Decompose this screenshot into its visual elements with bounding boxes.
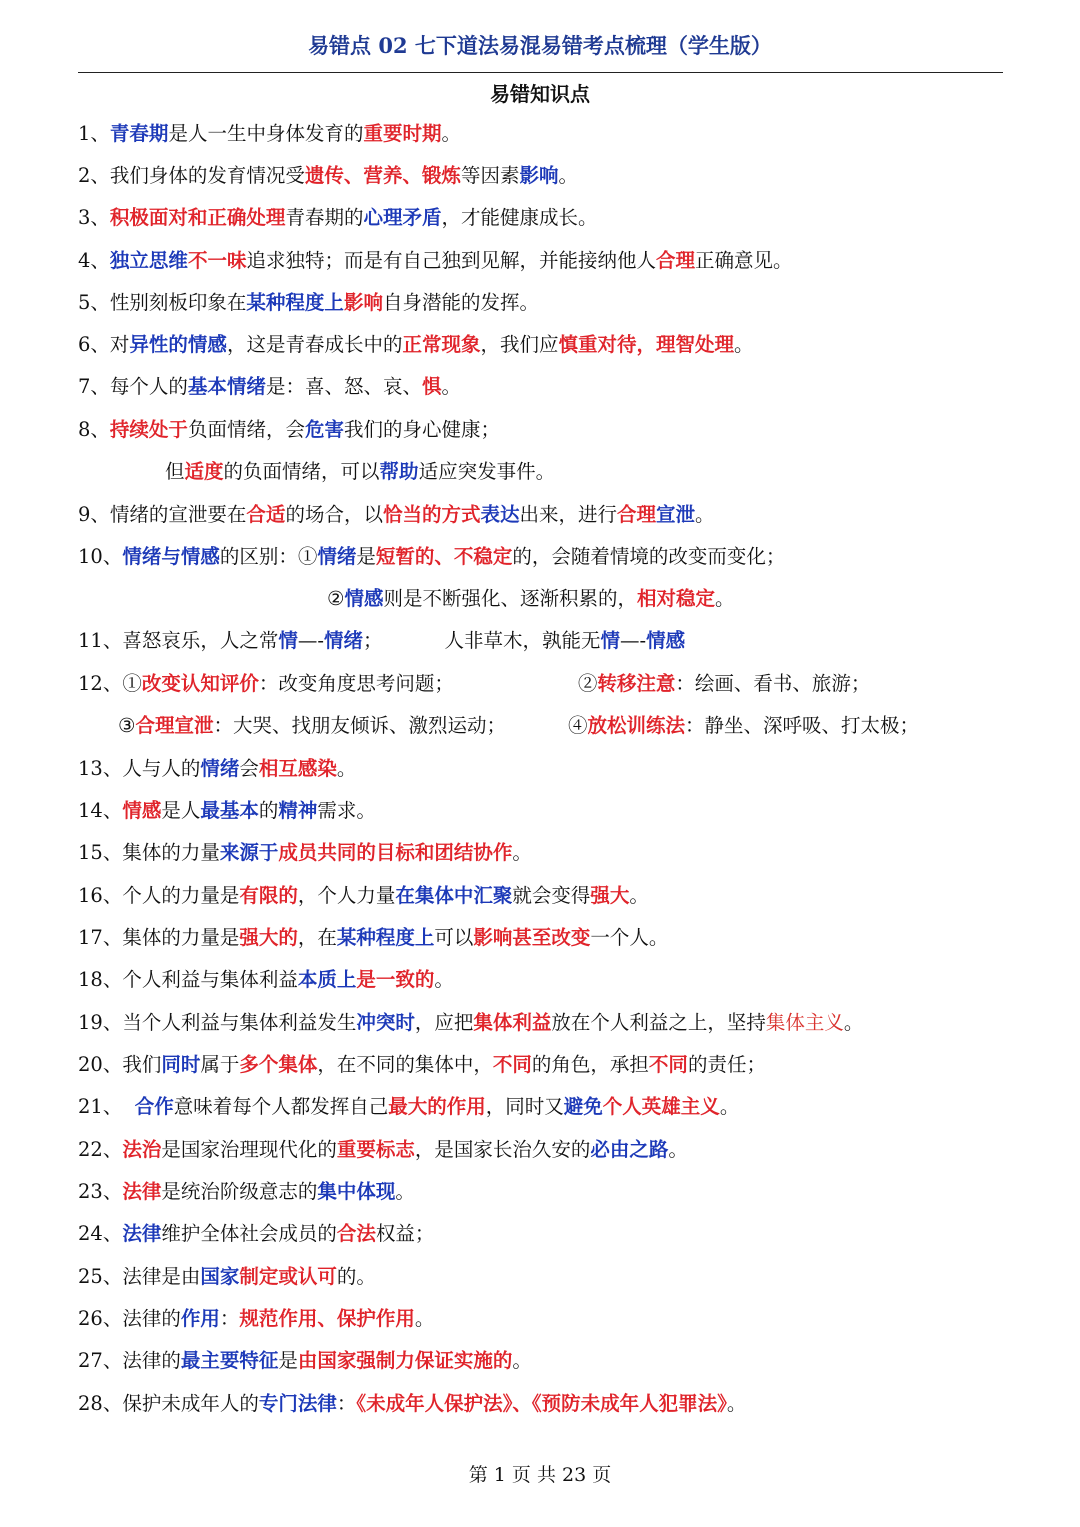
text-segment: 但 (165, 460, 185, 483)
highlight-segment: 恰当的方式 (382, 503, 481, 526)
highlight-segment: 相互感染 (258, 757, 337, 780)
text-segment: 。 (414, 1307, 435, 1330)
text-segment: 的，会随着情境的改变而变化； (512, 545, 786, 568)
highlight-segment: 某种程度上 (336, 926, 435, 949)
text-segment: 2、我们身体的发育情况受 (78, 164, 305, 187)
text-segment: 的责任； (687, 1053, 766, 1076)
highlight-segment: 改变认知评价 (141, 672, 259, 695)
highlight-segment: 冲突时 (356, 1011, 415, 1034)
text-segment: 的负面情绪，可以 (223, 460, 380, 483)
text-segment: ② (327, 587, 345, 610)
text-segment: 的。 (336, 1265, 376, 1288)
text-segment: 正确意见。 (694, 249, 793, 272)
item-17 (78, 924, 668, 952)
highlight-segment: 危害 (304, 418, 344, 441)
highlight-segment: 最基本 (200, 799, 259, 822)
highlight-segment: 合理 (655, 249, 695, 272)
item-27 (78, 1347, 532, 1375)
highlight-segment: 合理 (617, 503, 657, 526)
highlight-segment: 本质上 (297, 968, 357, 991)
item-14 (78, 797, 376, 825)
highlight-segment: 同时 (161, 1053, 201, 1076)
highlight-segment: 是一致的 (356, 968, 435, 991)
text-segment: ； 人非草木，孰能无 (362, 629, 601, 652)
highlight-segment: 情感 (122, 799, 162, 822)
text-segment: 是国家治理现代化的 (161, 1138, 337, 1161)
text-segment: ，应把 (414, 1011, 474, 1034)
text-segment: 。 (668, 1138, 688, 1161)
highlight-segment: 惧 (421, 375, 442, 398)
highlight-segment: 某种程度上 (246, 291, 344, 314)
highlight-segment: 适度 (184, 460, 224, 483)
highlight-segment: 强大的 (239, 926, 298, 949)
text-segment: 会 (239, 757, 259, 780)
text-segment: ，个人力量 (297, 884, 396, 907)
highlight-segment: 集体利益 (473, 1011, 552, 1034)
highlight-segment: 避免 (563, 1095, 603, 1118)
text-segment: 。 (843, 1011, 864, 1034)
highlight-segment: 合作 (134, 1095, 174, 1118)
text-segment: 则是不断强化、逐渐积累的， (383, 587, 638, 610)
text-segment: 25、法律是由 (78, 1265, 201, 1288)
item-9 (78, 501, 715, 529)
item-10 (78, 543, 785, 571)
item-1 (78, 120, 461, 148)
text-segment: 17、集体的力量是 (78, 926, 240, 949)
highlight-segment: 帮助 (379, 460, 419, 483)
text-segment: 自身潜能的发挥。 (382, 291, 539, 314)
highlight-segment: 情感 (646, 629, 686, 652)
text-segment: 8、 (78, 418, 110, 441)
highlight-segment: 法治 (122, 1138, 162, 1161)
text-segment: 一个人。 (590, 926, 669, 949)
highlight-segment: 国家 (200, 1265, 240, 1288)
highlight-segment: 重要时期 (363, 122, 442, 145)
highlight-segment: 不一味 (187, 249, 247, 272)
highlight-segment: 情绪 (200, 757, 240, 780)
item-10-cont (327, 585, 735, 613)
item-13 (78, 755, 356, 783)
text-segment: 21、 (78, 1095, 135, 1118)
item-7 (78, 373, 461, 401)
text-segment: ： (219, 1307, 240, 1330)
item-12-cont (118, 712, 919, 740)
text-segment: 的角色，承担 (531, 1053, 649, 1076)
highlight-segment: 情感 (344, 587, 384, 610)
text-segment: 权益； (375, 1222, 435, 1245)
text-segment: 19、当个人利益与集体利益发生 (78, 1011, 357, 1034)
highlight-segment: 法律 (122, 1180, 162, 1203)
highlight-segment: 由国家强制力保证实施的 (297, 1349, 513, 1372)
highlight-segment: 《未成年人保护法》、《预防未成年人犯罪法》 (356, 1392, 727, 1415)
highlight-segment: 合理宣泄 (135, 714, 214, 737)
highlight-segment: 多个集体 (239, 1053, 318, 1076)
text-segment: 是人 (161, 799, 201, 822)
text-segment: 。 (395, 1180, 415, 1203)
highlight-segment: 情 (278, 629, 298, 652)
highlight-segment: 在集体中汇聚 (395, 884, 513, 907)
text-segment: 24、 (78, 1222, 123, 1245)
highlight-segment: 重要标志 (336, 1138, 415, 1161)
text-segment: 。 (726, 1392, 747, 1415)
header-divider (78, 72, 1003, 73)
item-25 (78, 1263, 376, 1291)
item-12 (78, 670, 870, 698)
highlight-segment: 法律 (122, 1222, 162, 1245)
text-segment: 18、个人利益与集体利益 (78, 968, 298, 991)
text-segment: 6、对 (78, 333, 130, 356)
highlight-segment: 情 (600, 629, 620, 652)
highlight-segment: 必由之路 (590, 1138, 669, 1161)
text-segment: 11、喜怒哀乐，人之常 (78, 629, 279, 652)
highlight-segment: 宣泄 (656, 503, 696, 526)
text-segment: ③ (118, 714, 136, 737)
text-segment: 青春期的 (285, 206, 364, 229)
text-segment: ，在 (297, 926, 337, 949)
item-19 (78, 1009, 863, 1037)
text-segment: 5、性别刻板印象在 (78, 291, 247, 314)
item-18 (78, 966, 454, 994)
text-segment: 10、 (78, 545, 123, 568)
text-segment: 。 (558, 164, 578, 187)
highlight-segment: 积极面对和正确处理 (109, 206, 286, 229)
item-6 (78, 331, 754, 359)
text-segment: ，在不同的集体中， (317, 1053, 493, 1076)
highlight-segment: 影响 (519, 164, 559, 187)
highlight-segment: 转移注意 (597, 672, 676, 695)
text-segment: 的 (258, 799, 279, 822)
text-segment: ，才能健康成长。 (441, 206, 598, 229)
text-segment: 28、保护未成年人的 (78, 1392, 259, 1415)
text-segment: 维护全体社会成员的 (161, 1222, 337, 1245)
highlight-segment: 青春期 (109, 122, 169, 145)
text-segment: —- (297, 629, 324, 652)
item-8-cont (165, 458, 555, 486)
highlight-segment: 异性的情感 (129, 333, 227, 356)
text-segment: ，是国家长治久安的 (414, 1138, 591, 1161)
highlight-segment: 成员共同的目标和团结协作 (278, 841, 513, 864)
text-segment: 。 (734, 333, 754, 356)
text-segment: 属于 (200, 1053, 240, 1076)
text-segment: ： (336, 1392, 357, 1415)
page-footer: 第 1 页 共 23 页 (468, 1464, 612, 1486)
highlight-segment: 集中体现 (317, 1180, 396, 1203)
document-title: 易错点 02 七下道法易混易错考点梳理（学生版） (308, 33, 772, 58)
text-segment: ：大哭、找朋友倾诉、激烈运动； ④ (213, 714, 588, 737)
text-segment: 是统治阶级意志的 (161, 1180, 318, 1203)
highlight-segment: 个人英雄主义 (602, 1095, 720, 1118)
text-segment: 22、 (78, 1138, 123, 1161)
highlight-segment: 不同 (492, 1053, 532, 1076)
item-4 (78, 247, 793, 275)
highlight-segment: 制定或认可 (239, 1265, 337, 1288)
text-segment: 。 (441, 375, 461, 398)
text-segment: 是：喜、怒、哀、 (265, 375, 422, 398)
highlight-segment: 相对稳定 (637, 587, 716, 610)
highlight-segment: 情绪与情感 (122, 545, 220, 568)
highlight-segment: 遗传、营养、锻炼 (304, 164, 461, 187)
highlight-segment: 强大 (590, 884, 630, 907)
text-segment: 13、人与人的 (78, 757, 201, 780)
item-26 (78, 1305, 434, 1333)
text-segment: ：改变角度思考问题； ② (258, 672, 598, 695)
highlight-segment: 最主要特征 (180, 1349, 279, 1372)
text-segment: ，我们应 (480, 333, 559, 356)
text-segment: 。 (336, 757, 357, 780)
text-segment: 出来，进行 (519, 503, 617, 526)
text-segment: 追求独特；而是有自己独到见解，并能接纳他人 (246, 249, 656, 272)
text-segment: 是 (278, 1349, 298, 1372)
highlight-segment: 影响甚至改变 (473, 926, 591, 949)
item-22 (78, 1136, 688, 1164)
text-segment: 。 (719, 1095, 740, 1118)
highlight-segment: 独立思维 (109, 249, 188, 272)
highlight-segment: 正常现象 (402, 333, 481, 356)
highlight-segment: 慎重对待，理智处理 (558, 333, 734, 356)
text-segment: 。 (629, 884, 649, 907)
item-16 (78, 882, 649, 910)
text-segment: 的场合，以 (285, 503, 383, 526)
text-segment: 26、法律的 (78, 1307, 181, 1330)
highlight-segment: 不同 (648, 1053, 688, 1076)
item-28 (78, 1390, 746, 1418)
highlight-segment: 来源于 (219, 841, 279, 864)
highlight-segment: 合法 (336, 1222, 376, 1245)
text-segment: 。 (512, 1349, 532, 1372)
text-segment: 9、情绪的宣泄要在 (78, 503, 247, 526)
text-segment: 。 (441, 122, 461, 145)
text-segment: 3、 (78, 206, 110, 229)
text-segment: 12、① (78, 672, 142, 695)
highlight-segment: 精神 (278, 799, 318, 822)
text-segment: 我们的身心健康； (343, 418, 500, 441)
text-segment: 7、每个人的 (78, 375, 188, 398)
text-segment: 就会变得 (512, 884, 591, 907)
text-segment: 20、我们 (78, 1053, 162, 1076)
highlight-segment: 心理矛盾 (363, 206, 442, 229)
highlight-segment: 基本情绪 (187, 375, 266, 398)
text-segment: 是人一生中身体发育的 (168, 122, 364, 145)
text-segment: 4、 (78, 249, 110, 272)
highlight-segment: 合适 (246, 503, 286, 526)
item-23 (78, 1178, 415, 1206)
text-segment: 。 (695, 503, 715, 526)
text-segment: 可以 (434, 926, 474, 949)
text-segment: 的区别：① (219, 545, 318, 568)
text-segment: ，同时又 (485, 1095, 564, 1118)
item-8 (78, 416, 500, 444)
text-segment: 等因素 (460, 164, 520, 187)
text-segment: 14、 (78, 799, 123, 822)
item-3 (78, 204, 597, 232)
text-segment: 意味着每个人都发挥自己 (173, 1095, 389, 1118)
item-20 (78, 1051, 766, 1079)
text-segment: 负面情绪，会 (187, 418, 305, 441)
text-segment: 1、 (78, 122, 110, 145)
highlight-segment: 情绪 (323, 629, 363, 652)
text-segment: ：静坐、深呼吸、打太极； (685, 714, 920, 737)
text-segment: 23、 (78, 1180, 123, 1203)
text-segment: 15、集体的力量 (78, 841, 220, 864)
item-21 (78, 1093, 739, 1121)
highlight-segment: 短暂的、不稳定 (375, 545, 513, 568)
highlight-segment: 情绪 (317, 545, 357, 568)
highlight-segment: 作用 (180, 1307, 220, 1330)
text-segment: ：绘画、看书、旅游； (675, 672, 871, 695)
item-5 (78, 289, 539, 317)
highlight-segment: 最大的作用 (388, 1095, 486, 1118)
item-24 (78, 1220, 434, 1248)
text-segment: 放在个人利益之上，坚持 (551, 1011, 766, 1034)
text-segment: 27、法律的 (78, 1349, 181, 1372)
text-segment: 。 (512, 841, 532, 864)
highlight-segment: 有限的 (239, 884, 298, 907)
highlight-segment: 集体主义 (765, 1011, 844, 1034)
text-segment: —- (619, 629, 647, 652)
highlight-segment: 持续处于 (109, 418, 188, 441)
text-segment: 是 (356, 545, 376, 568)
item-2 (78, 162, 578, 190)
highlight-segment: 影响 (343, 291, 383, 314)
highlight-segment: 表达 (480, 503, 520, 526)
text-segment: 需求。 (317, 799, 376, 822)
highlight-segment: 专门法律 (258, 1392, 337, 1415)
text-segment: 16、个人的力量是 (78, 884, 240, 907)
text-segment: 。 (434, 968, 454, 991)
item-15 (78, 839, 532, 867)
text-segment: ，这是青春成长中的 (226, 333, 403, 356)
text-segment: 适应突发事件。 (418, 460, 556, 483)
highlight-segment: 规范作用、保护作用 (239, 1307, 415, 1330)
highlight-segment: 放松训练法 (587, 714, 686, 737)
section-heading: 易错知识点 (490, 82, 590, 106)
text-segment: 。 (715, 587, 735, 610)
item-11 (78, 627, 685, 655)
